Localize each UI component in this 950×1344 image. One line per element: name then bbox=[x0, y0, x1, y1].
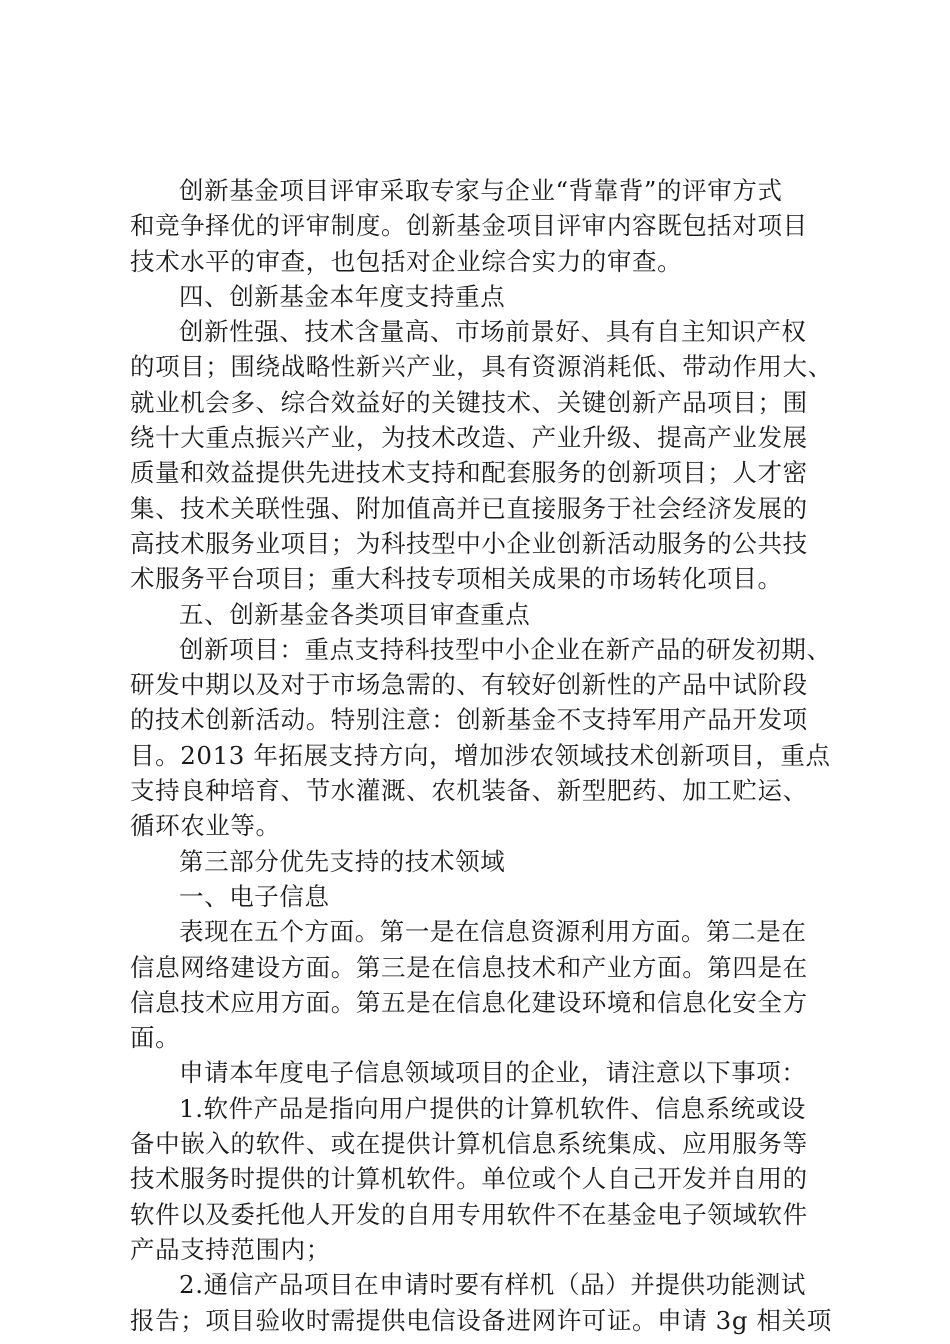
para-line: 绕十大重点振兴产业，为技术改造、产业升级、提高产业发展 bbox=[130, 423, 808, 453]
section-heading: 四、创新基金本年度支持重点 bbox=[179, 281, 506, 311]
list-item-line: 备中嵌入的软件、或在提供计算机信息系统集成、应用服务等 bbox=[130, 1129, 808, 1159]
list-item-line: 2.通信产品项目在申请时要有样机（品）并提供功能测试 bbox=[179, 1270, 806, 1300]
list-item-line: 报告；项目验收时需提供电信设备进网许可证。申请 3g 相关项 bbox=[130, 1305, 832, 1335]
list-item-line: 技术服务时提供的计算机软件。单位或个人自己开发并自用的 bbox=[130, 1164, 808, 1194]
list-item-line: 软件以及委托他人开发的自用专用软件不在基金电子领域软件 bbox=[130, 1199, 808, 1229]
document-body bbox=[130, 173, 833, 1338]
section-heading: 五、创新基金各类项目审查重点 bbox=[179, 599, 531, 629]
para-line: 信息技术应用方面。第五是在信息化建设环境和信息化安全方 bbox=[130, 987, 808, 1017]
para-line: 集、技术关联性强、附加值高并已直接服务于社会经济发展的 bbox=[130, 493, 808, 523]
para-line: 研发中期以及对于市场急需的、有较好创新性的产品中试阶段 bbox=[130, 670, 808, 700]
part-heading: 第三部分优先支持的技术领域 bbox=[179, 846, 506, 876]
para-line: 创新基金项目评审采取专家与企业“背靠背”的评审方式 bbox=[179, 176, 783, 205]
para-line: 的技术创新活动。特别注意：创新基金不支持军用产品开发项 bbox=[130, 705, 808, 735]
para-line: 技术水平的审查，也包括对企业综合实力的审查。 bbox=[130, 246, 683, 276]
para-line: 支持良种培育、节水灌溉、农机装备、新型肥药、加工贮运、 bbox=[130, 776, 808, 806]
para-line: 术服务平台项目；重大科技专项相关成果的市场转化项目。 bbox=[130, 564, 783, 594]
list-item-line: 产品支持范围内； bbox=[130, 1234, 331, 1264]
para-line: 质量和效益提供先进技术支持和配套服务的创新项目；人才密 bbox=[130, 458, 808, 488]
para-line: 创新项目：重点支持科技型中小企业在新产品的研发初期、 bbox=[179, 634, 832, 664]
para-line: 信息网络建设方面。第三是在信息技术和产业方面。第四是在 bbox=[130, 952, 808, 982]
para-line: 创新性强、技术含量高、市场前景好、具有自主知识产权 bbox=[179, 317, 807, 347]
para-line: 就业机会多、综合效益好的关键技术、关键创新产品项目；围 bbox=[130, 387, 808, 417]
para-line: 申请本年度电子信息领域项目的企业，请注意以下事项： bbox=[179, 1058, 807, 1088]
para-line: 表现在五个方面。第一是在信息资源利用方面。第二是在 bbox=[179, 917, 807, 947]
para-line: 面。 bbox=[130, 1023, 181, 1053]
para-line: 目。2013 年拓展支持方向，增加涉农领域技术创新项目，重点 bbox=[130, 740, 831, 770]
para-line: 高技术服务业项目；为科技型中小企业创新活动服务的公共技 bbox=[130, 528, 808, 558]
para-line: 和竞争择优的评审制度。创新基金项目评审内容既包括对项目 bbox=[130, 211, 808, 241]
section-heading: 一、电子信息 bbox=[179, 881, 330, 911]
list-item-line: 1.软件产品是指向用户提供的计算机软件、信息系统或设 bbox=[179, 1093, 806, 1123]
para-line: 的项目；围绕战略性新兴产业，具有资源消耗低、带动作用大、 bbox=[130, 352, 833, 382]
para-line: 循环农业等。 bbox=[130, 811, 281, 841]
